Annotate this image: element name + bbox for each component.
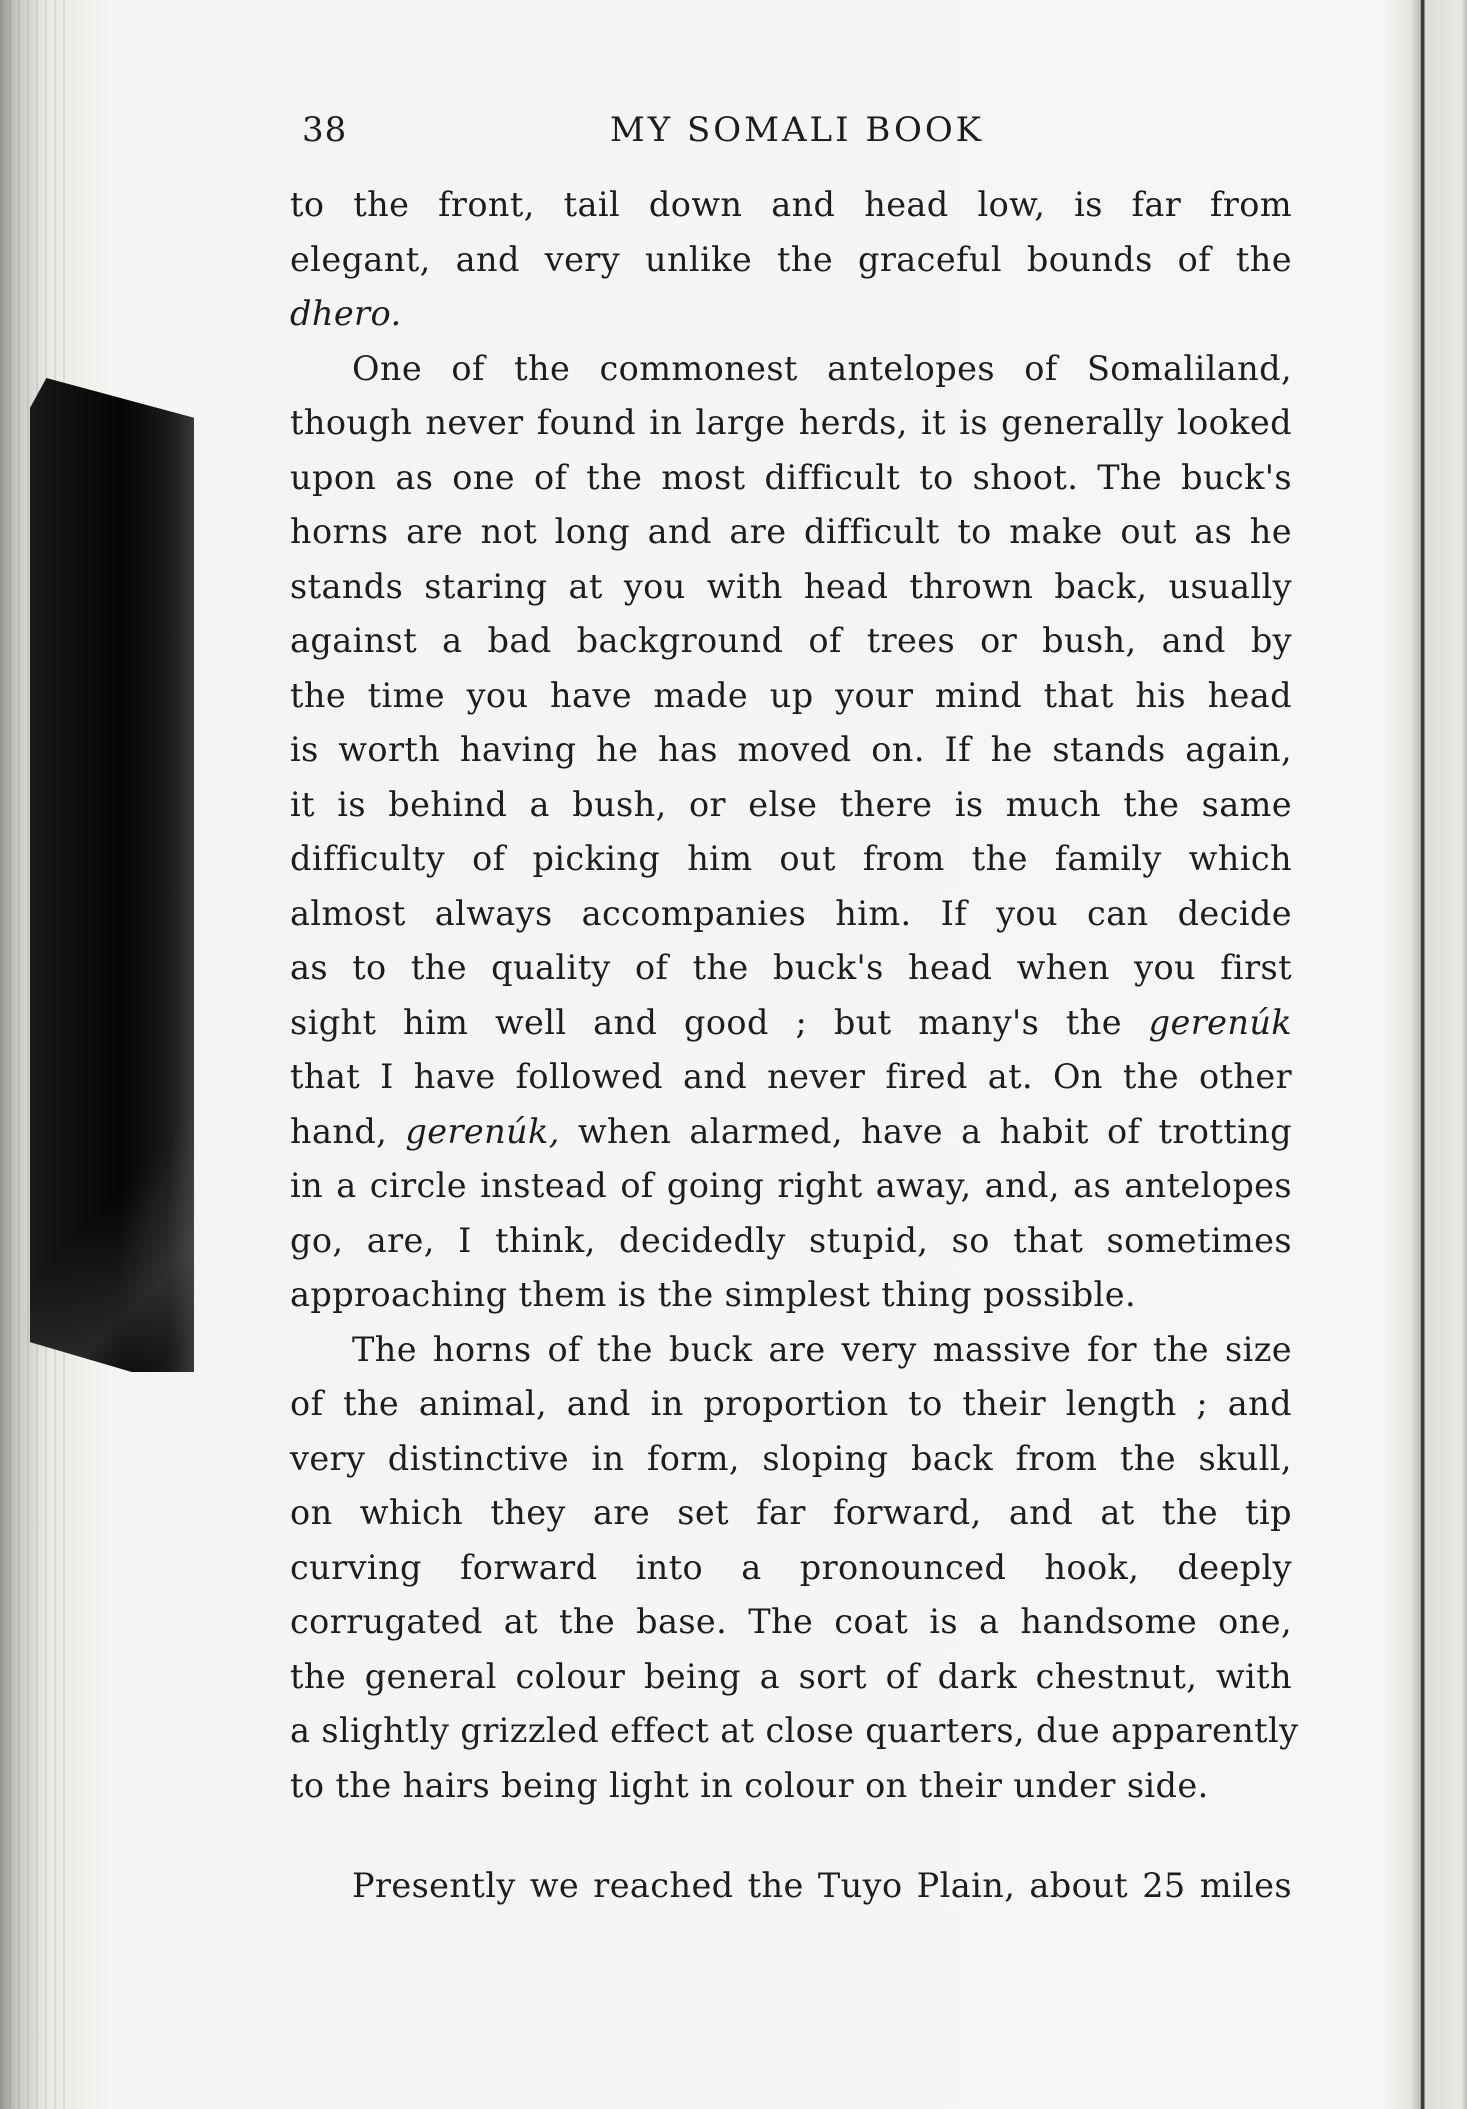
paragraph-start-line: Presently we reached the Tuyo Plain, about 25 miles xyxy=(352,1866,1292,1905)
text-line: difficulty of picking him out from the family which xyxy=(290,839,1292,878)
text-line: on which they are set far forward, and at the tip xyxy=(290,1493,1292,1532)
page-number: 38 xyxy=(302,110,348,150)
text-line: horns are not long and are difficult to make out as he xyxy=(290,512,1292,551)
text-line: in a circle instead of going right away, and, as antelopes xyxy=(290,1166,1292,1205)
text-line: to the hairs being light in colour on their under side. xyxy=(290,1765,1209,1805)
paragraph-start-line: One of the commonest antelopes of Somaliland, xyxy=(352,348,1292,388)
text-line: hand, gerenúk, when alarmed, have a habit of trotting xyxy=(290,1111,1292,1151)
text-line: almost always accompanies him. If you can decide xyxy=(290,893,1292,933)
text-line: of the animal, and in proportion to their length ; and xyxy=(290,1384,1292,1423)
text-line: it is behind a bush, or else there is much the same xyxy=(290,784,1292,824)
text-line: that I have followed and never fired at. On the other xyxy=(290,1057,1292,1096)
text-line: to the front, tail down and head low, is far from xyxy=(290,185,1292,224)
text-line: upon as one of the most difficult to shoot. The buck's xyxy=(290,457,1292,497)
text-line: as to the quality of the buck's head when you first xyxy=(290,948,1292,987)
text-line: curving forward into a pronounced hook, deeply xyxy=(290,1547,1292,1587)
text-line: a slightly grizzled effect at close quarters, due apparently xyxy=(290,1711,1299,1750)
text-line: elegant, and very unlike the graceful bounds of the xyxy=(290,239,1292,279)
section-gap xyxy=(290,1813,1292,1859)
text-line: sight him well and good ; but many's the gerenúk xyxy=(290,1002,1292,1042)
text-line: though never found in large herds, it is generally looked xyxy=(290,403,1292,442)
text-line: against a bad background of trees or bush, and by xyxy=(290,621,1292,660)
paragraph-start-line: The horns of the buck are very massive for the size xyxy=(352,1329,1292,1369)
text-line: is worth having he has moved on. If he stands again, xyxy=(290,730,1292,769)
bookmark-strip xyxy=(30,378,194,1372)
text-line: go, are, I think, decidedly stupid, so that sometimes xyxy=(290,1220,1292,1260)
body-text xyxy=(290,178,1299,1914)
page-header xyxy=(302,110,1292,154)
text-line: approaching them is the simplest thing possible. xyxy=(290,1275,1137,1314)
text-line: dhero. xyxy=(290,294,402,333)
text-line: corrugated at the base. The coat is a handsome one, xyxy=(290,1602,1292,1641)
text-line: the time you have made up your mind that his head xyxy=(290,675,1292,715)
page-right-edge xyxy=(1421,0,1467,2109)
text-line: stands staring at you with head thrown back, usually xyxy=(290,566,1292,606)
text-line: very distinctive in form, sloping back from the skull, xyxy=(290,1438,1292,1478)
running-head: MY SOMALI BOOK xyxy=(609,110,985,150)
text-line: the general colour being a sort of dark chestnut, with xyxy=(290,1656,1292,1696)
